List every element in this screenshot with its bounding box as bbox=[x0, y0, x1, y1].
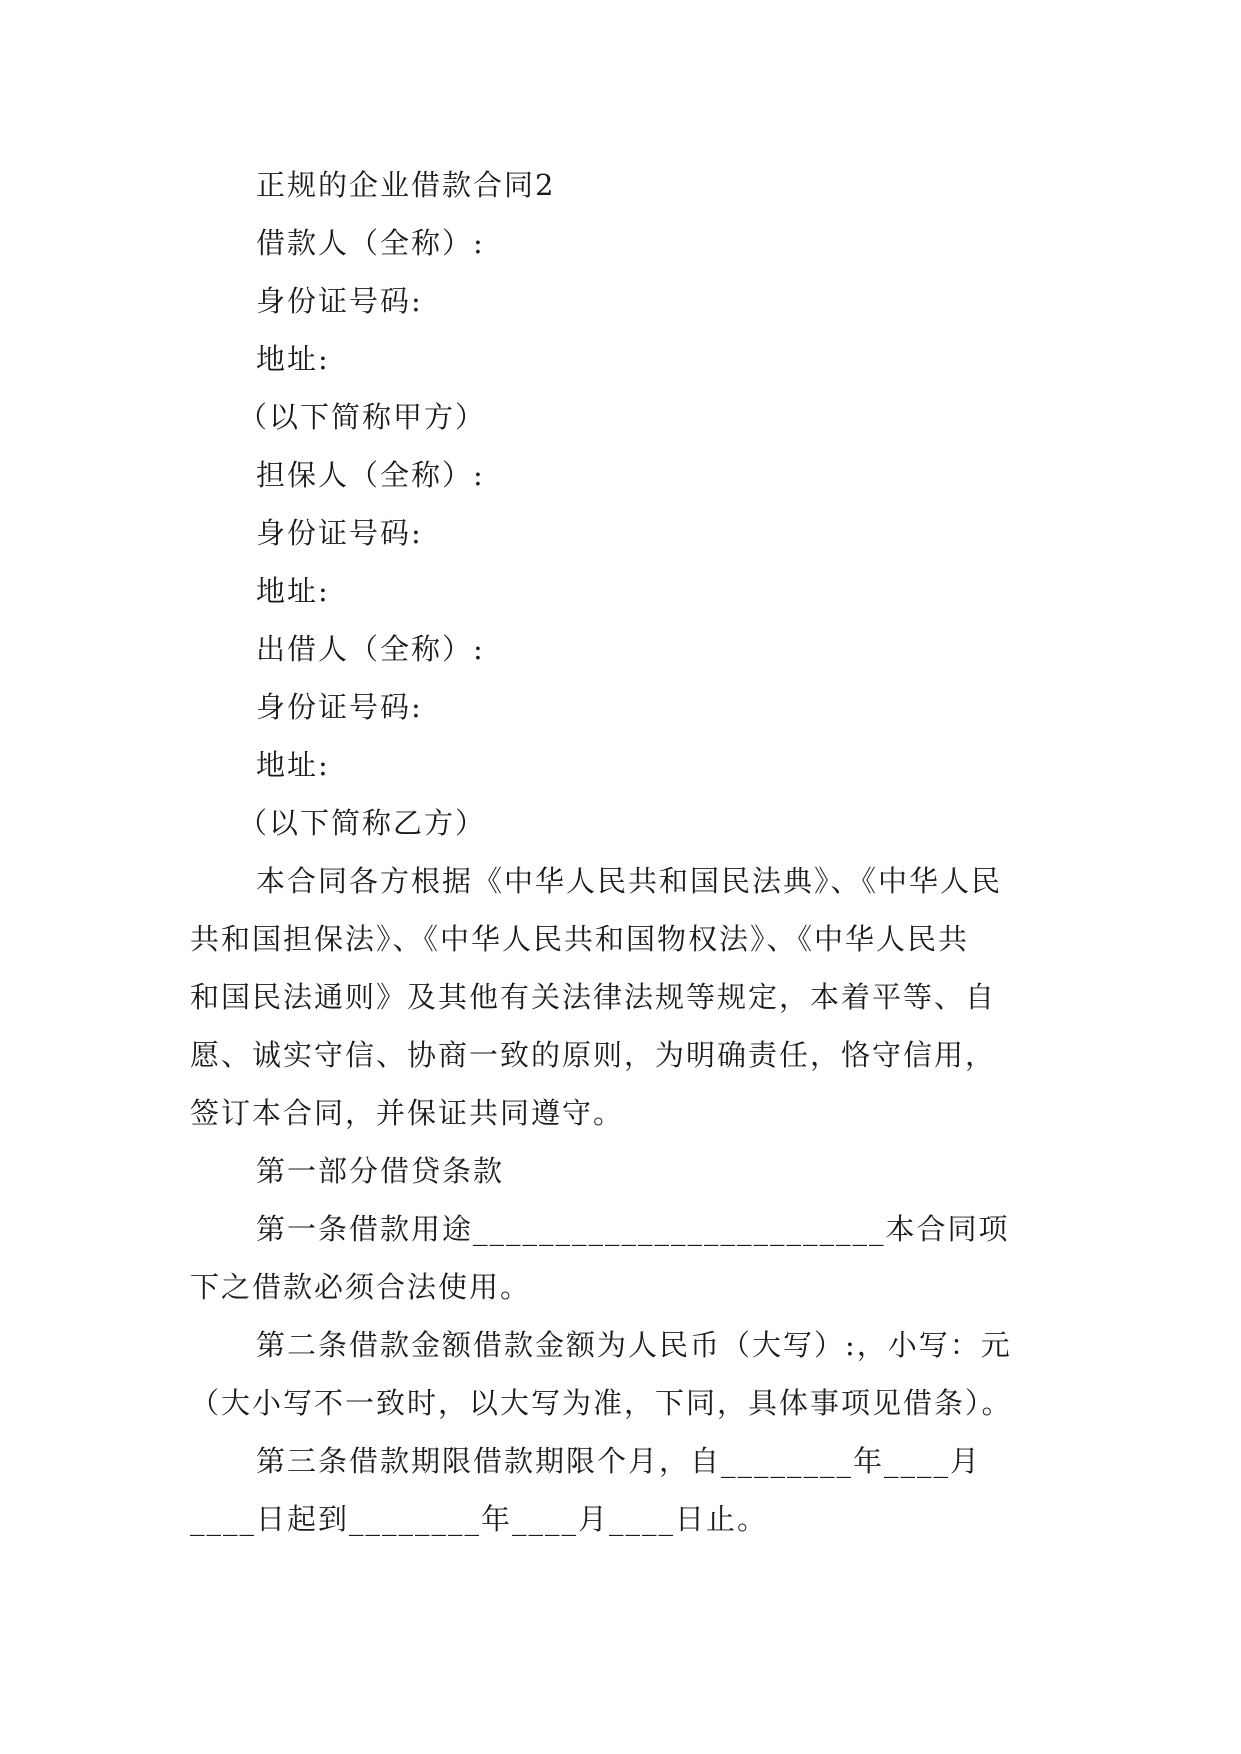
guarantor-name-label: 担保人（全称）: bbox=[256, 458, 485, 492]
lender-address-label: 地址: bbox=[256, 748, 330, 782]
lender-id-label: 身份证号码: bbox=[256, 690, 423, 724]
preamble-line: 本合同各方根据《中华人民共和国民法典》、《中华人民 bbox=[256, 864, 1003, 898]
article-1-line: 第一条借款用途_________________________本合同项 bbox=[256, 1212, 1010, 1246]
document-body bbox=[190, 156, 1050, 1548]
borrower-address-label: 地址: bbox=[256, 342, 330, 376]
article-2-line: 第二条借款金额借款金额为人民币（大写）:，小写：元 bbox=[256, 1328, 1012, 1362]
article-3-line: 第三条借款期限借款期限个月，自________年____月 bbox=[256, 1444, 982, 1478]
lender-name-label: 出借人（全称）: bbox=[256, 632, 485, 666]
preamble-line: 愿、诚实守信、协商一致的原则，为明确责任，恪守信用， bbox=[190, 1038, 997, 1072]
borrower-name-label: 借款人（全称）: bbox=[256, 226, 485, 260]
document-title: 正规的企业借款合同2 bbox=[256, 168, 556, 202]
borrower-alias: （以下简称甲方） bbox=[238, 400, 487, 434]
preamble-paragraph bbox=[190, 852, 1050, 1142]
lender-alias: （以下简称乙方） bbox=[238, 806, 487, 840]
part-one-heading: 第一部分借贷条款 bbox=[256, 1154, 505, 1188]
borrower-id-label: 身份证号码: bbox=[256, 284, 423, 318]
article-3-line: ____日起到________年____月____日止。 bbox=[190, 1502, 769, 1536]
article-1-paragraph bbox=[190, 1200, 1050, 1316]
preamble-line: 共和国担保法》、《中华人民共和国物权法》、《中华人民共 bbox=[190, 922, 970, 956]
article-2-line: （大小写不一致时，以大写为准，下同，具体事项见借条）。 bbox=[190, 1386, 1013, 1420]
article-1-line: 下之借款必须合法使用。 bbox=[190, 1270, 532, 1304]
preamble-line: 签订本合同，并保证共同遵守。 bbox=[190, 1096, 625, 1130]
guarantor-address-label: 地址: bbox=[256, 574, 330, 608]
article-3-paragraph bbox=[190, 1432, 1050, 1548]
preamble-line: 和国民法通则》及其他有关法律法规等规定，本着平等、自 bbox=[190, 980, 997, 1014]
guarantor-id-label: 身份证号码: bbox=[256, 516, 423, 550]
article-2-paragraph bbox=[190, 1316, 1050, 1432]
